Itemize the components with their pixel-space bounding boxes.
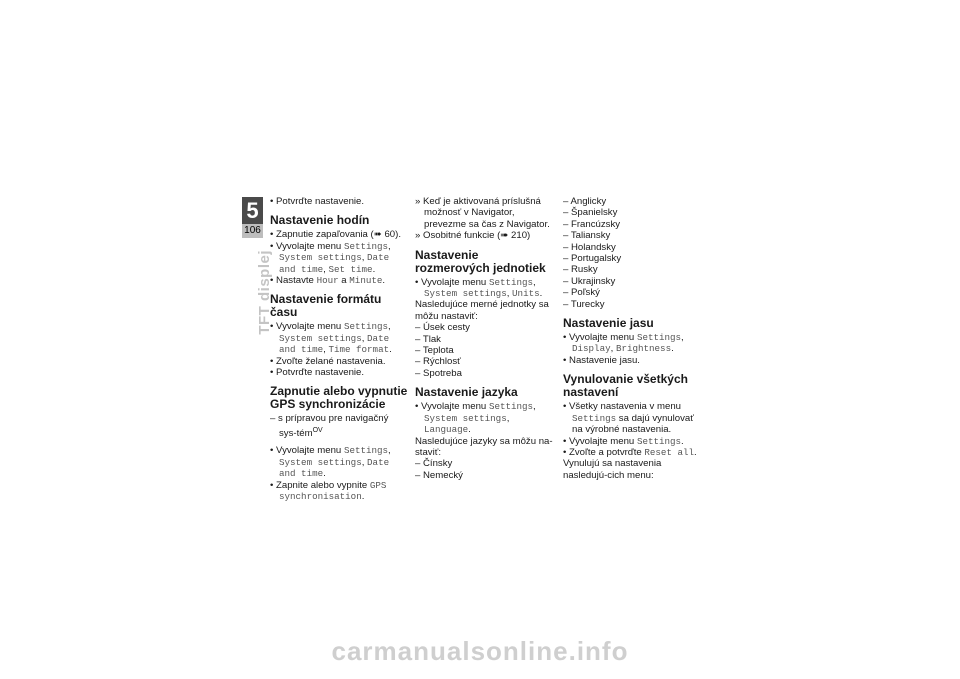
list-item: – Teplota	[415, 345, 454, 357]
list-item: – Ukrajinsky	[563, 275, 616, 287]
watermark: carmanualsonline.info	[331, 636, 629, 666]
list-item: – Čínsky	[415, 458, 453, 470]
heading-clock: Nastavenie hodín	[270, 213, 370, 228]
list-item: – Portugalsky	[563, 253, 622, 265]
reset-note: • Všetky nastavenia v menu Settings sa dajú vynulovať na výrobné nastavenia.	[563, 401, 694, 436]
list-item: – Spotreba	[415, 367, 462, 379]
list-item: – Tlak	[415, 333, 441, 345]
step-brightness: • Nastavenie jasu.	[563, 354, 640, 366]
step-confirm: • Potvrďte nastavenie.	[270, 367, 365, 379]
side-title: TFT displej	[256, 250, 273, 335]
step-menu-gps: • Vyvolajte menu Settings, System settings, Date and time.	[270, 445, 391, 480]
heading-gps: Zapnutie alebo vypnutie GPS synchronizácie	[270, 384, 408, 412]
list-item: – Taliansky	[563, 230, 611, 242]
list-item: – Turecky	[563, 298, 605, 310]
navigator-note: » Keď je aktivovaná príslušná možnosť v Navigator, prevezme sa čas z Navigator.	[415, 196, 550, 230]
units-intro: Nasledujúce merné jednotky sa môžu nastaviť:	[415, 299, 549, 322]
heading-format: Nastavenie formátu času	[270, 292, 382, 320]
step-menu-format: • Vyvolajte menu Settings, System settings, Date and time, Time format.	[270, 321, 392, 356]
heading-reset: Vynulovanie všetkých nastavení	[563, 372, 688, 400]
confirm-setting: • Potvrďte nastavenie.	[270, 196, 365, 207]
heading-language: Nastavenie jazyka	[415, 385, 518, 400]
step-menu-brightness: • Vyvolajte menu Settings, Display, Brightness.	[563, 332, 684, 355]
list-item: – Anglicky	[563, 196, 607, 207]
column-1	[270, 196, 408, 503]
step-menu-units: • Vyvolajte menu Settings, System settings, Units.	[415, 276, 543, 300]
chapter-tab	[242, 197, 263, 241]
column-3	[563, 196, 701, 481]
heading-units: Nastavenie rozmerových jednotiek	[415, 247, 546, 275]
step-choose: • Zvoľte želané nastavenia.	[270, 355, 386, 367]
languages-intro: Nasledujúce jazyky sa môžu na-staviť:	[415, 435, 553, 458]
list-item: – Francúzsky	[563, 218, 621, 230]
step-menu-clock: • Vyvolajte menu Settings, System settings, Date and time, Set time.	[270, 240, 391, 275]
list-item: – Rýchlosť	[415, 356, 461, 368]
gps-note: – s prípravou pre navigačný sys-tém$^{OV}$	[270, 413, 389, 440]
step-set-hour: • Nastavte Hour a Minute.	[270, 275, 386, 287]
chapter-number: 5	[242, 197, 263, 224]
step-ignition: • Zapnutie zapaľovania (➠ 60).	[270, 229, 401, 241]
step-reset-all: • Zvoľte a potvrďte Reset all.	[563, 446, 697, 458]
step-gps-toggle: • Zapnite alebo vypnite GPS synchronisation.	[270, 479, 387, 503]
list-item: – Rusky	[563, 264, 598, 276]
heading-brightness: Nastavenie jasu	[563, 316, 654, 331]
column-2	[415, 196, 553, 481]
reset-intro: Vynulujú sa nastavenia nasledujú-cich menu:	[563, 458, 662, 481]
list-item: – Španielsky	[563, 207, 618, 219]
list-item: – Holandsky	[563, 241, 616, 253]
list-item: – Úsek cesty	[415, 322, 470, 334]
special-functions-note: » Osobitné funkcie (➠ 210)	[415, 230, 531, 242]
step-menu-language: • Vyvolajte menu Settings, System settings, Language.	[415, 401, 536, 436]
step-menu-reset: • Vyvolajte menu Settings.	[563, 435, 684, 447]
list-item: – Poľský	[563, 287, 600, 299]
page-number: 106	[242, 224, 263, 238]
list-item: – Nemecký	[415, 469, 463, 481]
